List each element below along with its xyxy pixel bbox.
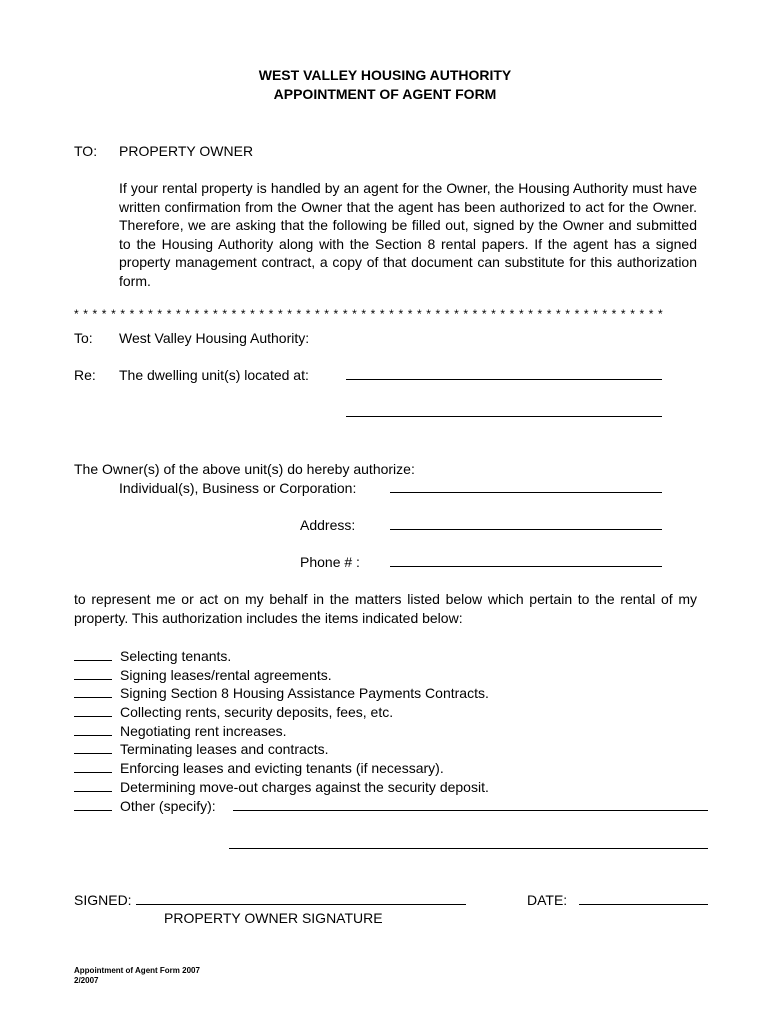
intro-paragraph: If your rental property is handled by an agent for the Owner, the Housing Authority must have written confirmation from the Owner that the agent has been authorized to act for the Owner. Therefore, we are asking that the following be filled out, signed by the Owner and submitted to the Housing Authority along with the Section 8 rental papers. If the agent has a signed property management contract, a copy of that document can substitute for this authorization form. xyxy=(119,180,697,289)
star-separator: **************************************************************** xyxy=(74,307,668,321)
individual-field[interactable] xyxy=(390,492,662,493)
dwelling-address-line-2[interactable] xyxy=(346,416,662,417)
form-title-line2: APPOINTMENT OF AGENT FORM xyxy=(273,86,497,102)
address-label: Address: xyxy=(300,517,356,533)
checklist-item[interactable] xyxy=(74,797,216,815)
authorize-text: The Owner(s) of the above unit(s) do hereby authorize: xyxy=(74,461,415,477)
re-value: The dwelling unit(s) located at: xyxy=(119,367,309,383)
form-title-line1: WEST VALLEY HOUSING AUTHORITY xyxy=(258,67,512,83)
date-field[interactable] xyxy=(579,904,708,905)
checklist-item[interactable] xyxy=(74,684,489,702)
checklist-item-label: Collecting rents, security deposits, fees, etc. xyxy=(120,704,394,720)
checkbox-blank[interactable] xyxy=(74,759,112,773)
checkbox-blank[interactable] xyxy=(74,647,112,661)
address-field[interactable] xyxy=(390,529,662,530)
signature-caption: PROPERTY OWNER SIGNATURE xyxy=(164,910,383,926)
phone-label: Phone # : xyxy=(300,554,360,570)
checkbox-blank[interactable] xyxy=(74,740,112,754)
checklist-item-label: Negotiating rent increases. xyxy=(120,723,287,739)
checklist-item[interactable] xyxy=(74,722,287,740)
checklist-item-label: Terminating leases and contracts. xyxy=(120,741,329,757)
checkbox-blank[interactable] xyxy=(74,666,112,680)
checklist-item[interactable] xyxy=(74,647,231,665)
checkbox-blank[interactable] xyxy=(74,778,112,792)
footer-form-name: Appointment of Agent Form 2007 xyxy=(74,966,200,975)
checkbox-blank[interactable] xyxy=(74,684,112,698)
checkbox-blank[interactable] xyxy=(74,797,112,811)
checklist-item[interactable] xyxy=(74,778,489,796)
other-specify-line-2[interactable] xyxy=(229,848,708,849)
to-label: To: xyxy=(74,330,93,346)
checkbox-blank[interactable] xyxy=(74,703,112,717)
checklist-item[interactable] xyxy=(74,703,393,721)
checklist-item-label: Other (specify): xyxy=(120,798,216,814)
dwelling-address-line-1[interactable] xyxy=(346,379,662,380)
checklist-item[interactable] xyxy=(74,740,329,758)
memo-to-label: TO: xyxy=(74,143,98,159)
checklist-item-label: Determining move-out charges against the security deposit. xyxy=(120,779,489,795)
other-specify-line-1[interactable] xyxy=(233,810,708,811)
date-label: DATE: xyxy=(527,892,568,908)
checkbox-blank[interactable] xyxy=(74,722,112,736)
to-value: West Valley Housing Authority: xyxy=(119,330,310,346)
footer-date: 2/2007 xyxy=(74,976,99,985)
checklist-item[interactable] xyxy=(74,666,332,684)
phone-field[interactable] xyxy=(390,566,662,567)
checklist-item-label: Signing leases/rental agreements. xyxy=(120,667,332,683)
memo-to-value: PROPERTY OWNER xyxy=(119,143,254,159)
re-label: Re: xyxy=(74,367,96,383)
checklist-item-label: Enforcing leases and evicting tenants (if necessary). xyxy=(120,760,444,776)
checklist-item-label: Selecting tenants. xyxy=(120,648,232,664)
individual-label: Individual(s), Business or Corporation: xyxy=(119,480,357,496)
signed-label: SIGNED: xyxy=(74,892,132,908)
checklist-item-label: Signing Section 8 Housing Assistance Payments Contracts. xyxy=(120,685,489,701)
signature-field[interactable] xyxy=(136,904,466,905)
checklist-item[interactable] xyxy=(74,759,444,777)
represent-paragraph: to represent me or act on my behalf in the matters listed below which pertain to the rental of my property. This authorization includes the items indicated below: xyxy=(74,591,697,626)
